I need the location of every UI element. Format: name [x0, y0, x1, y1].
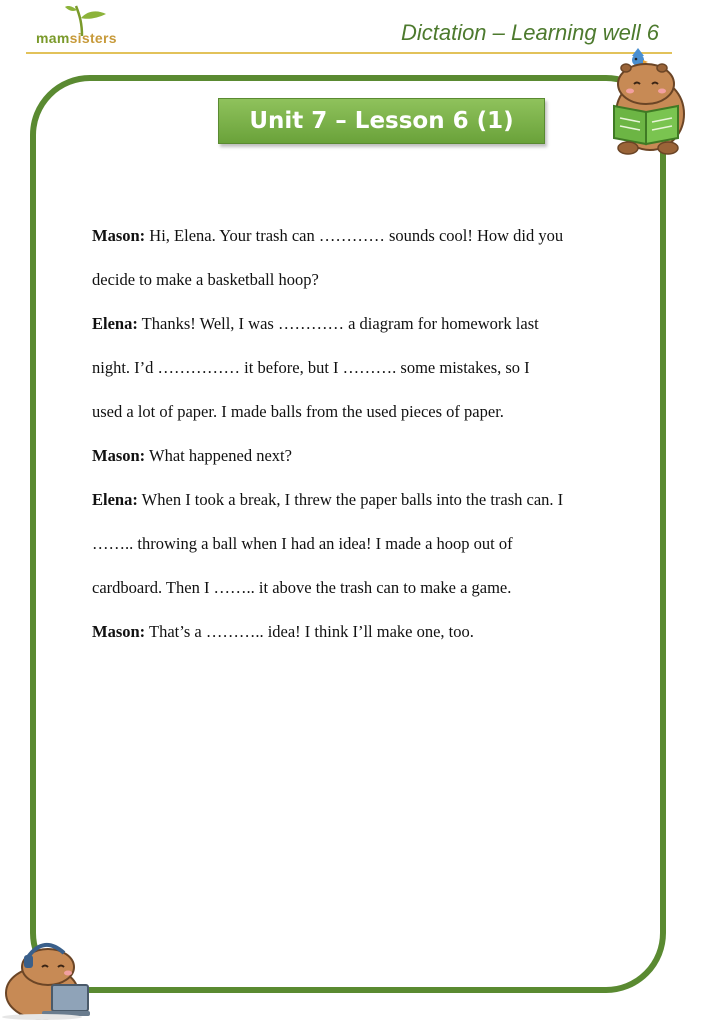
speaker-name: Mason:	[92, 226, 146, 245]
dialogue-line	[92, 390, 632, 434]
line-text: Thanks! Well, I was ………… a diagram for homework last	[137, 314, 539, 333]
speaker-name: Mason:	[92, 622, 146, 641]
speaker-name: Mason:	[92, 446, 146, 465]
line-text: used a lot of paper. I made balls from the used pieces of paper.	[92, 402, 504, 421]
dialogue-line	[92, 258, 632, 302]
line-text: When I took a break, I threw the paper balls into the trash can. I	[137, 490, 564, 509]
speaker-name: Elena:	[92, 490, 138, 509]
capybara-reading-book-icon	[608, 46, 692, 156]
capybara-headphones-laptop-icon	[2, 935, 92, 1021]
line-text: That’s a ……….. idea! I think I’ll make one, too.	[145, 622, 474, 641]
line-text: decide to make a basketball hoop?	[92, 270, 319, 289]
dialogue-line	[92, 434, 632, 478]
dialogue-line	[92, 214, 632, 258]
dialogue	[92, 214, 632, 654]
line-text: What happened next?	[145, 446, 292, 465]
line-text: Hi, Elena. Your trash can ………… sounds cool! How did you	[145, 226, 564, 245]
dialogue-line	[92, 610, 632, 654]
dialogue-line	[92, 566, 632, 610]
dialogue-line	[92, 302, 632, 346]
logo-text-part2: sisters	[69, 30, 117, 46]
header-rule	[26, 52, 672, 54]
dialogue-line	[92, 346, 632, 390]
line-text: …….. throwing a ball when I had an idea! I made a hoop out of	[92, 534, 513, 553]
lesson-banner: Unit 7 – Lesson 6 (1)	[218, 98, 545, 144]
dialogue-line	[92, 522, 632, 566]
header-title: Dictation – Learning well 6	[400, 20, 659, 45]
speaker-name: Elena:	[92, 314, 138, 333]
line-text: cardboard. Then I …….. it above the trash can to make a game.	[92, 578, 512, 597]
logo-text	[36, 30, 117, 46]
line-text: night. I’d …………… it before, but I ………. some mistakes, so I	[92, 358, 530, 377]
logo	[26, 2, 126, 56]
logo-text-part1: mam	[36, 30, 70, 46]
dialogue-line	[92, 478, 632, 522]
